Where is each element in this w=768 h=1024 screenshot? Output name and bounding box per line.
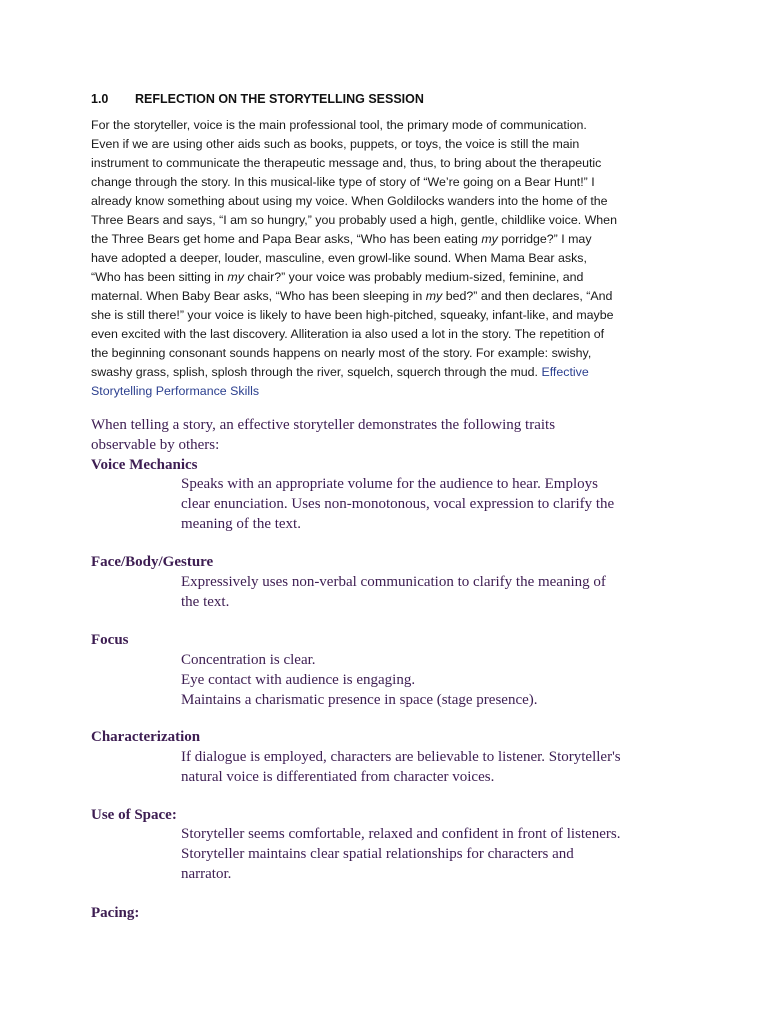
paragraph-line: already know something about using my voice. When Goldilocks wanders into the home of the bbox=[91, 194, 608, 208]
text-run: bed?” and then declares, “And bbox=[442, 289, 613, 303]
text-run: swashy grass, splish, splosh through the river, squelch, squerch through the mud. bbox=[91, 365, 542, 379]
paragraph-line: she is still there!” your voice is likely to have been high-pitched, squeaky, infant-like, and maybe bbox=[91, 308, 614, 322]
paragraph-line: When telling a story, an effective storyteller demonstrates the following traits bbox=[91, 417, 556, 433]
trait-title-characterization: Characterization bbox=[91, 729, 201, 745]
trait-title-pacing: Pacing: bbox=[91, 905, 140, 921]
description-line: the text. bbox=[181, 594, 230, 610]
text-run: chair?” your voice was probably medium-sized, feminine, and bbox=[243, 270, 584, 284]
description-line: Storyteller seems comfortable, relaxed and confident in front of listeners. bbox=[181, 826, 621, 842]
trait-title-focus: Focus bbox=[91, 632, 129, 648]
intro-paragraph bbox=[91, 116, 661, 401]
description-line: natural voice is differentiated from character voices. bbox=[181, 769, 495, 785]
description-line: If dialogue is employed, characters are believable to listener. Storyteller's bbox=[181, 749, 621, 765]
description-line: Maintains a charismatic presence in space (stage presence). bbox=[181, 692, 538, 708]
trait-description-face-body-gesture bbox=[181, 572, 681, 612]
trait-description-voice-mechanics bbox=[181, 474, 681, 534]
paragraph-line: Even if we are using other aids such as books, puppets, or toys, the voice is still the main bbox=[91, 137, 580, 151]
section-heading bbox=[91, 92, 424, 106]
description-line: Expressively uses non-verbal communication to clarify the meaning of bbox=[181, 574, 606, 590]
trait-title-use-of-space: Use of Space: bbox=[91, 807, 177, 823]
paragraph-line: change through the story. In this musical-like type of story of “We’re going on a Bear Hunt!” I bbox=[91, 175, 595, 189]
emphasis-text: my bbox=[481, 232, 498, 246]
text-run: “Who has been sitting in bbox=[91, 270, 228, 284]
description-line: Eye contact with audience is engaging. bbox=[181, 672, 416, 688]
trait-description-focus bbox=[181, 650, 681, 710]
paragraph-line: For the storyteller, voice is the main professional tool, the primary mode of communication. bbox=[91, 118, 587, 132]
emphasis-text: my bbox=[227, 270, 244, 284]
trait-description-characterization bbox=[181, 747, 681, 787]
trait-title-voice-mechanics: Voice Mechanics bbox=[91, 457, 198, 473]
description-line: meaning of the text. bbox=[181, 516, 301, 532]
text-run: the Three Bears get home and Papa Bear asks, “Who has been eating bbox=[91, 232, 482, 246]
paragraph-line bbox=[91, 382, 661, 401]
paragraph-line: Three Bears and says, “I am so hungry,” you probably used a high, gentle, childlike voice. When bbox=[91, 213, 617, 227]
trait-title-face-body-gesture: Face/Body/Gesture bbox=[91, 554, 214, 570]
emphasis-text: my bbox=[425, 289, 443, 303]
description-line: Concentration is clear. bbox=[181, 652, 316, 668]
paragraph-line bbox=[91, 363, 661, 382]
paragraph-line: observable by others: bbox=[91, 437, 220, 453]
section-number: 1.0 bbox=[91, 92, 109, 106]
paragraph-line bbox=[91, 230, 661, 249]
text-run: maternal. When Baby Bear asks, “Who has been sleeping in bbox=[91, 289, 426, 303]
traits-lead-paragraph bbox=[91, 415, 651, 455]
paragraph-line: have adopted a deeper, louder, masculine, even growl-like sound. When Mama Bear asks, bbox=[91, 251, 587, 265]
description-line: clear enunciation. Uses non-monotonous, vocal expression to clarify the bbox=[181, 496, 615, 512]
description-line: Storyteller maintains clear spatial relationships for characters and bbox=[181, 846, 574, 862]
paragraph-line bbox=[91, 268, 661, 287]
paragraph-line: even excited with the last discovery. Alliteration ia also used a lot in the story. The repetition of bbox=[91, 327, 605, 341]
text-run: porridge?” I may bbox=[497, 232, 592, 246]
effective-skills-link[interactable]: Storytelling Performance Skills bbox=[91, 384, 260, 398]
effective-skills-link[interactable]: Effective bbox=[541, 365, 589, 379]
paragraph-line bbox=[91, 287, 661, 306]
trait-description-use-of-space bbox=[181, 824, 681, 884]
description-line: narrator. bbox=[181, 866, 232, 882]
paragraph-line: instrument to communicate the therapeutic message and, thus, to bring about the therapeutic bbox=[91, 156, 602, 170]
paragraph-line: the beginning consonant sounds happens on nearly most of the story. For example: swishy, bbox=[91, 346, 592, 360]
description-line: Speaks with an appropriate volume for the audience to hear. Employs bbox=[181, 476, 598, 492]
section-title: REFLECTION ON THE STORYTELLING SESSION bbox=[135, 92, 424, 106]
